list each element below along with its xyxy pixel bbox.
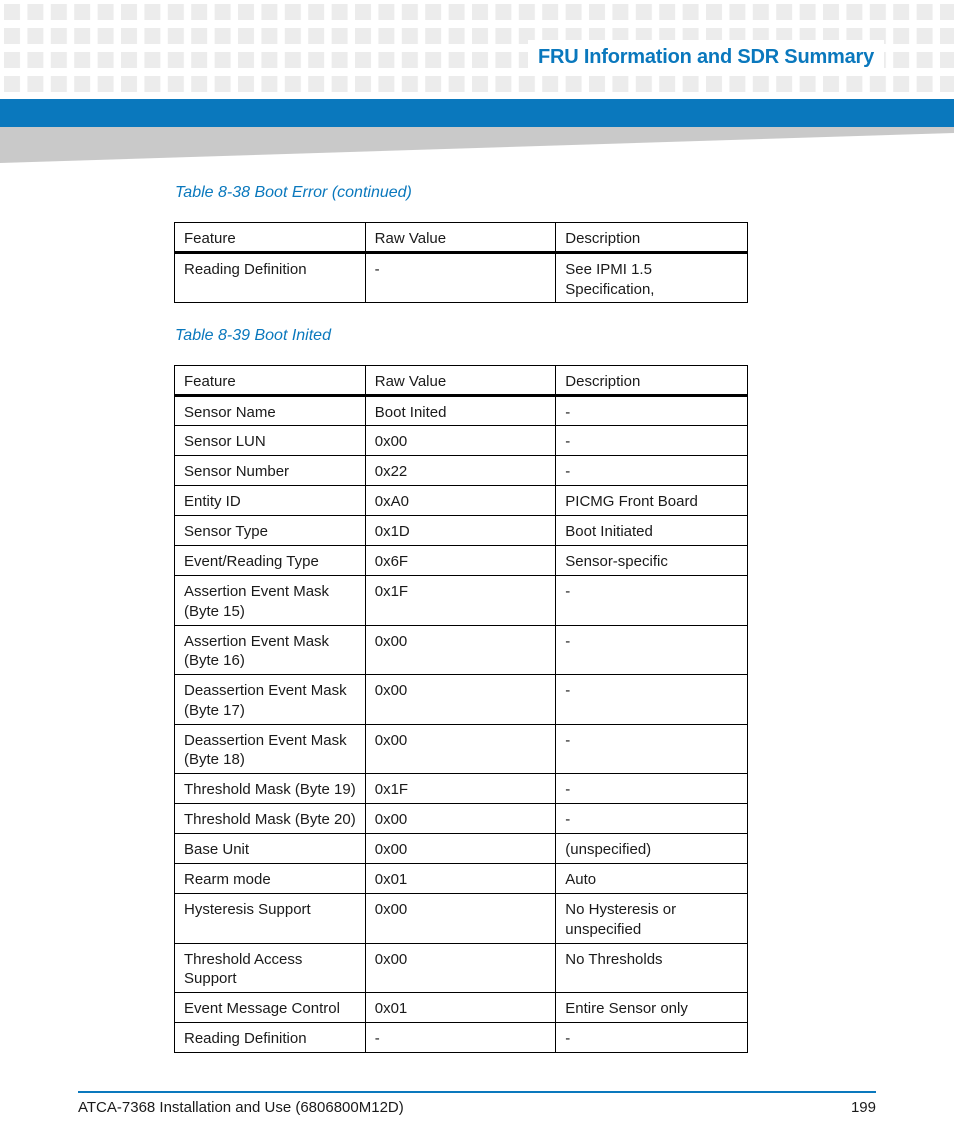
table-cell: See IPMI 1.5 Specification, (556, 253, 748, 303)
table-cell: 0x00 (365, 724, 556, 774)
table-cell: (unspecified) (556, 834, 748, 864)
header-cell: Description (556, 223, 748, 253)
table-cell: - (365, 253, 556, 303)
table-cell: Assertion Event Mask (Byte 15) (175, 576, 366, 626)
table-cell: Rearm mode (175, 864, 366, 894)
table-cell: Assertion Event Mask (Byte 16) (175, 625, 366, 675)
table-cell: Event/Reading Type (175, 546, 366, 576)
table-cell: Sensor-specific (556, 546, 748, 576)
table-cell: No Hysteresis or unspecified (556, 894, 748, 944)
table-cell: 0x22 (365, 456, 556, 486)
footer-document-title: ATCA-7368 Installation and Use (6806800M12D) (78, 1099, 404, 1116)
table-cell: Threshold Access Support (175, 943, 366, 993)
table-cell: Entire Sensor only (556, 993, 748, 1023)
table-row (175, 993, 748, 1023)
header-cell: Feature (175, 223, 366, 253)
table-cell: PICMG Front Board (556, 486, 748, 516)
header-cell: Raw Value (365, 366, 556, 396)
table-row (175, 516, 748, 546)
table-row (175, 576, 748, 626)
header-cell: Description (556, 366, 748, 396)
table-cell: Sensor Number (175, 456, 366, 486)
table-cell: Deassertion Event Mask (Byte 18) (175, 724, 366, 774)
table-row (175, 486, 748, 516)
table-cell: 0xA0 (365, 486, 556, 516)
table1-caption: Table 8-38 Boot Error (continued) (175, 184, 412, 201)
table-header-row (175, 366, 748, 396)
table-cell: - (556, 774, 748, 804)
table-row (175, 724, 748, 774)
page-title: FRU Information and SDR Summary (538, 46, 875, 68)
table-row (175, 894, 748, 944)
table-cell: 0x00 (365, 675, 556, 725)
table-row (175, 456, 748, 486)
table-cell: 0x01 (365, 864, 556, 894)
table-row (175, 804, 748, 834)
table-cell: 0x00 (365, 943, 556, 993)
table-row (175, 1023, 748, 1053)
table-cell: 0x00 (365, 834, 556, 864)
footer-page-number: 199 (850, 1099, 876, 1116)
page-title-band (528, 40, 884, 74)
table-cell: Base Unit (175, 834, 366, 864)
table-cell: - (556, 576, 748, 626)
table-row (175, 546, 748, 576)
table-cell: - (556, 456, 748, 486)
table-cell: - (556, 675, 748, 725)
table2-caption: Table 8-39 Boot Inited (175, 327, 331, 344)
table-cell: Hysteresis Support (175, 894, 366, 944)
table-row (175, 253, 748, 303)
table-row (175, 396, 748, 426)
table-cell: - (556, 426, 748, 456)
table-cell: Boot Initiated (556, 516, 748, 546)
table-cell: - (556, 396, 748, 426)
table-cell: 0x00 (365, 894, 556, 944)
table-cell: 0x1D (365, 516, 556, 546)
table-cell: 0x6F (365, 546, 556, 576)
table-cell: 0x00 (365, 625, 556, 675)
table-row (175, 675, 748, 725)
boot-inited-table (174, 365, 748, 1053)
table-cell: Reading Definition (175, 253, 366, 303)
table-cell: 0x01 (365, 993, 556, 1023)
table-cell: Threshold Mask (Byte 20) (175, 804, 366, 834)
table-cell: Reading Definition (175, 1023, 366, 1053)
table-header-row (175, 223, 748, 253)
table-cell: 0x1F (365, 774, 556, 804)
table-cell: Entity ID (175, 486, 366, 516)
footer-rule (78, 1091, 876, 1093)
boot-error-table (174, 222, 748, 303)
table-row (175, 834, 748, 864)
table-cell: Auto (556, 864, 748, 894)
table-cell: Sensor Name (175, 396, 366, 426)
header-cell: Raw Value (365, 223, 556, 253)
table-cell: Deassertion Event Mask (Byte 17) (175, 675, 366, 725)
table-cell: Threshold Mask (Byte 19) (175, 774, 366, 804)
table-cell: 0x1F (365, 576, 556, 626)
table-cell: Sensor LUN (175, 426, 366, 456)
table-cell: Boot Inited (365, 396, 556, 426)
table-row (175, 625, 748, 675)
table-cell: - (556, 804, 748, 834)
table-row (175, 426, 748, 456)
table-cell: Sensor Type (175, 516, 366, 546)
table-row (175, 774, 748, 804)
table-cell: 0x00 (365, 804, 556, 834)
table-row (175, 864, 748, 894)
table-cell: - (365, 1023, 556, 1053)
table-cell: No Thresholds (556, 943, 748, 993)
table-cell: 0x00 (365, 426, 556, 456)
table-cell: Event Message Control (175, 993, 366, 1023)
header-blue-bar (0, 99, 954, 127)
table-cell: - (556, 625, 748, 675)
table-cell: - (556, 724, 748, 774)
header-gray-swoosh (0, 127, 954, 163)
table-row (175, 943, 748, 993)
table-cell: - (556, 1023, 748, 1053)
header-cell: Feature (175, 366, 366, 396)
